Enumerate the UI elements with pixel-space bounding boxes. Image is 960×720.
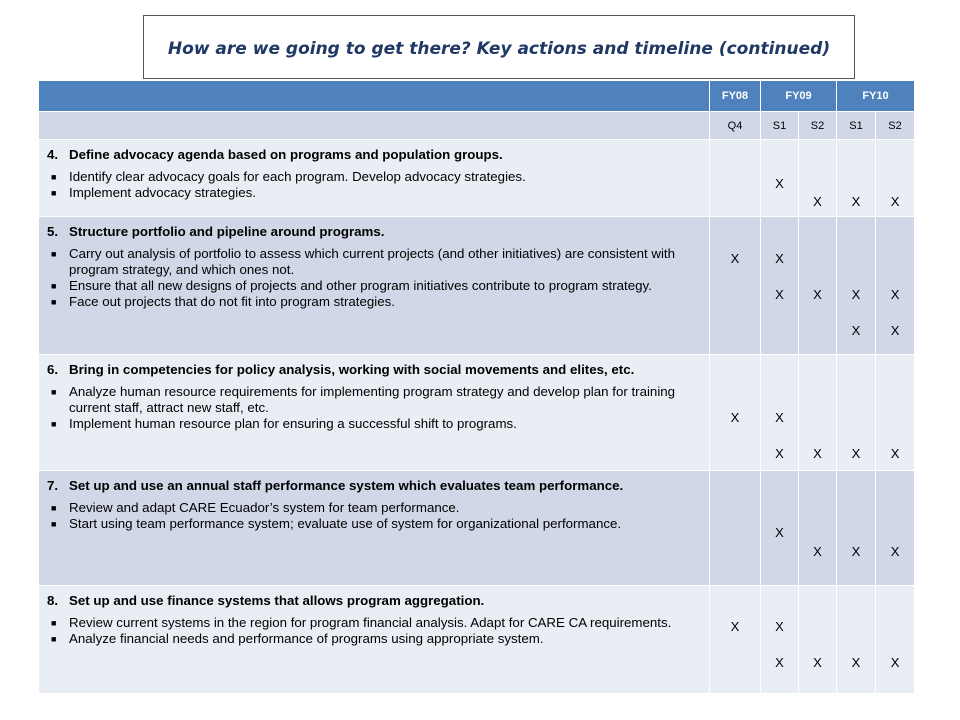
cell-fy09-s2 — [799, 471, 837, 586]
action-heading-text: Bring in competencies for policy analysis, working with social movements and elites, etc. — [69, 362, 635, 377]
timeline-mark: X — [890, 323, 900, 338]
cell-fy09-s2 — [799, 217, 837, 355]
action-description-cell — [39, 586, 710, 694]
action-heading-text: Set up and use finance systems that allows program aggregation. — [69, 593, 485, 608]
list-item: ■ Implement human resource plan for ensuring a successful shift to programs. — [47, 416, 701, 432]
period-q4: Q4 — [710, 112, 761, 140]
period-blank-cell — [39, 112, 710, 140]
timeline-mark: X — [851, 323, 861, 338]
cell-fy10-s2 — [876, 140, 915, 217]
bullet-icon: ■ — [51, 419, 57, 429]
cell-fy10-s2 — [876, 355, 915, 471]
cell-q4 — [710, 471, 761, 586]
timeline-mark: X — [813, 544, 822, 559]
bullet-icon: ■ — [51, 503, 57, 513]
period-fy09-s1: S1 — [761, 112, 799, 140]
cell-fy09-s1 — [761, 471, 799, 586]
timeline-mark: X — [775, 446, 784, 461]
bullet-icon: ■ — [51, 281, 57, 291]
action-heading-text: Define advocacy agenda based on programs and population groups. — [69, 147, 503, 162]
action-heading — [47, 477, 701, 494]
timeline-mark: X — [775, 655, 784, 670]
action-heading-text: Set up and use an annual staff performance system which evaluates team performance. — [69, 478, 624, 493]
action-number: 7. — [47, 478, 59, 493]
header-blank-cell — [39, 81, 710, 112]
list-item: ■ Start using team performance system; evaluate use of system for organizational performance. — [47, 516, 701, 532]
action-description-cell — [39, 140, 710, 217]
header-fy09: FY09 — [761, 81, 837, 112]
timeline-mark: X — [851, 446, 861, 461]
cell-fy09-s1 — [761, 586, 799, 694]
period-fy10-s1: S1 — [837, 112, 876, 140]
cell-fy10-s1 — [837, 471, 876, 586]
timeline-mark: X — [775, 619, 784, 634]
action-description-cell — [39, 471, 710, 586]
list-item: ■ Face out projects that do not fit into program strategies. — [47, 294, 701, 310]
cell-fy10-s2 — [876, 217, 915, 355]
cell-q4 — [710, 217, 761, 355]
bullet-icon: ■ — [51, 172, 57, 182]
bullet-icon: ■ — [51, 387, 57, 397]
list-item: ■ Review current systems in the region for program financial analysis. Adapt for CARE CA requirements. — [47, 615, 701, 631]
action-number: 8. — [47, 593, 59, 608]
bullet-icon: ■ — [51, 249, 57, 259]
period-fy09-s2: S2 — [799, 112, 837, 140]
cell-fy09-s2 — [799, 140, 837, 217]
table-row — [39, 217, 915, 355]
timeline-mark: X — [730, 619, 740, 634]
cell-fy10-s1 — [837, 355, 876, 471]
table-row — [39, 355, 915, 471]
timeline-mark: X — [890, 655, 900, 670]
timeline-mark: X — [890, 544, 900, 559]
cell-fy09-s1 — [761, 140, 799, 217]
timeline-mark: X — [851, 287, 861, 302]
timeline-mark: X — [813, 287, 822, 302]
cell-q4 — [710, 586, 761, 694]
cell-fy09-s2 — [799, 355, 837, 471]
table-row — [39, 471, 915, 586]
header-fy08: FY08 — [710, 81, 761, 112]
bullet-icon: ■ — [51, 519, 57, 529]
table-row — [39, 586, 915, 694]
cell-fy10-s2 — [876, 586, 915, 694]
timeline-mark: X — [813, 194, 822, 209]
action-heading-text: Structure portfolio and pipeline around programs. — [69, 224, 385, 239]
timeline-mark: X — [813, 446, 822, 461]
actions-timeline-table — [38, 80, 915, 694]
cell-q4 — [710, 140, 761, 217]
list-item: ■ Analyze human resource requirements for implementing program strategy and develop plan for training current staff, attract new staff, etc. — [47, 384, 701, 416]
bullet-icon: ■ — [51, 188, 57, 198]
list-item: ■ Review and adapt CARE Ecuador’s system for team performance. — [47, 500, 701, 516]
timeline-mark: X — [775, 410, 784, 425]
cell-fy09-s1 — [761, 355, 799, 471]
cell-fy10-s1 — [837, 217, 876, 355]
bullet-icon: ■ — [51, 297, 57, 307]
action-heading — [47, 592, 701, 609]
action-number: 5. — [47, 224, 59, 239]
cell-fy10-s2 — [876, 471, 915, 586]
header-fy10: FY10 — [837, 81, 915, 112]
action-heading — [47, 223, 701, 240]
list-item: ■ Identify clear advocacy goals for each program. Develop advocacy strategies. — [47, 169, 701, 185]
timeline-mark: X — [851, 655, 861, 670]
list-item: ■ Carry out analysis of portfolio to assess which current projects (and other initiatives) are consistent with program strategy, and which ones not. — [47, 246, 701, 278]
action-number: 4. — [47, 147, 59, 162]
cell-fy10-s1 — [837, 586, 876, 694]
period-header-row — [39, 112, 915, 140]
timeline-mark: X — [813, 655, 822, 670]
cell-q4 — [710, 355, 761, 471]
bullet-icon: ■ — [51, 618, 57, 628]
cell-fy10-s1 — [837, 140, 876, 217]
timeline-mark: X — [775, 525, 784, 540]
period-fy10-s2: S2 — [876, 112, 915, 140]
action-description-cell — [39, 217, 710, 355]
timeline-mark: X — [775, 251, 784, 266]
action-heading — [47, 361, 701, 378]
fiscal-year-header-row — [39, 81, 915, 112]
list-item: ■ Analyze financial needs and performance of programs using appropriate system. — [47, 631, 701, 647]
bullet-icon: ■ — [51, 634, 57, 644]
list-item: ■ Ensure that all new designs of projects and other program initiatives contribute to program strategy. — [47, 278, 701, 294]
action-heading — [47, 146, 701, 163]
table-row — [39, 140, 915, 217]
timeline-mark: X — [890, 194, 900, 209]
timeline-mark: X — [730, 410, 740, 425]
timeline-mark: X — [890, 446, 900, 461]
timeline-mark: X — [851, 544, 861, 559]
timeline-mark: X — [775, 176, 784, 191]
action-description-cell — [39, 355, 710, 471]
timeline-mark: X — [730, 251, 740, 266]
title-box — [143, 15, 855, 79]
timeline-mark: X — [890, 287, 900, 302]
cell-fy09-s1 — [761, 217, 799, 355]
list-item: ■ Implement advocacy strategies. — [47, 185, 701, 201]
slide-title: How are we going to get there? Key actions and timeline (continued) — [167, 39, 831, 59]
action-number: 6. — [47, 362, 59, 377]
cell-fy09-s2 — [799, 586, 837, 694]
timeline-mark: X — [775, 287, 784, 302]
timeline-mark: X — [851, 194, 861, 209]
